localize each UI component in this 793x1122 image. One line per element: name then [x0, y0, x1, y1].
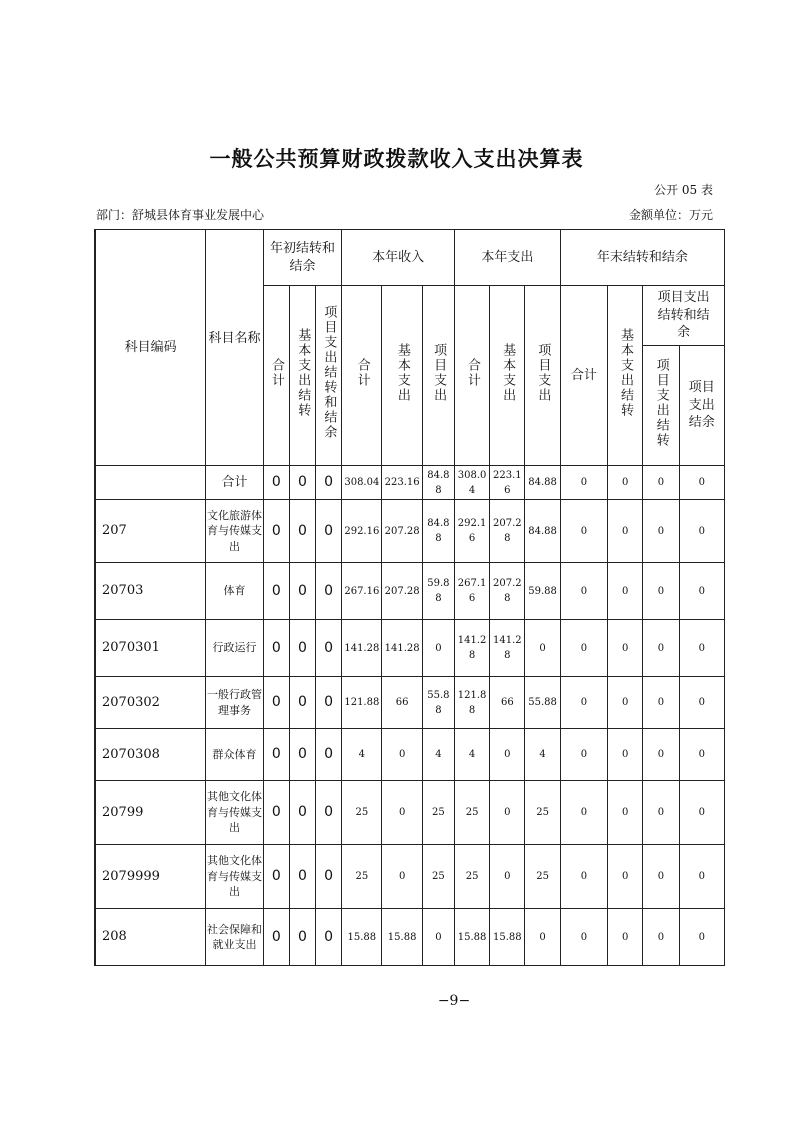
- value-cell-end-total: 0: [560, 909, 607, 966]
- value-cell-expense-total: 292.16: [454, 500, 489, 563]
- value-cell-end-total: 0: [560, 677, 607, 729]
- table-row: [95, 781, 725, 845]
- value-cell-begin-basic: 0: [289, 677, 315, 729]
- value-cell-income-total: 121.88: [342, 677, 382, 729]
- value-cell-begin-total: 0: [263, 781, 289, 845]
- header-income-group: 本年收入: [342, 230, 455, 286]
- value-cell-end-project-balance: 0: [679, 500, 724, 563]
- value-cell-begin-basic: 0: [289, 563, 315, 620]
- table-row: [95, 729, 725, 781]
- value-cell-income-total: 292.16: [342, 500, 382, 563]
- value-cell-begin-project: 0: [316, 845, 342, 909]
- value-cell-begin-project: 0: [316, 563, 342, 620]
- value-cell-begin-basic: 0: [289, 620, 315, 677]
- value-cell-expense-project: 55.88: [525, 677, 560, 729]
- header-end-group: 年末结转和结余: [560, 230, 724, 286]
- total-expense-project: 84.88: [525, 466, 560, 500]
- value-cell-expense-project: 25: [525, 845, 560, 909]
- table-row: [95, 563, 725, 620]
- header-name: 科目名称: [206, 230, 263, 466]
- form-number: 公开 05 表: [654, 183, 713, 197]
- value-cell-end-project-balance: 0: [679, 563, 724, 620]
- value-cell-end-project-balance: 0: [679, 781, 724, 845]
- value-cell-end-project-carry: 0: [643, 620, 679, 677]
- value-cell-expense-basic: 0: [490, 781, 525, 845]
- value-cell-end-basic: 0: [608, 845, 643, 909]
- value-cell-end-total: 0: [560, 729, 607, 781]
- total-income-basic: 223.16: [382, 466, 422, 500]
- header-begin-total: 合计: [263, 286, 289, 466]
- header-expense-project: 项目支出: [525, 286, 560, 466]
- subject-code-cell: 2070301: [95, 620, 206, 677]
- value-cell-begin-project: 0: [316, 729, 342, 781]
- value-cell-end-total: 0: [560, 781, 607, 845]
- value-cell-end-basic: 0: [608, 620, 643, 677]
- value-cell-income-total: 15.88: [342, 909, 382, 966]
- value-cell-expense-basic: 15.88: [490, 909, 525, 966]
- header-end-total: 合计: [560, 286, 607, 466]
- subject-code-cell: 208: [95, 909, 206, 966]
- subject-code-cell: 20703: [95, 563, 206, 620]
- value-cell-income-project: 4: [422, 729, 454, 781]
- header-income-project: 项目支出: [422, 286, 454, 466]
- header-end-project-carry: 项目支出结转: [643, 346, 679, 466]
- header-expense-group: 本年支出: [454, 230, 560, 286]
- value-cell-end-project-balance: 0: [679, 729, 724, 781]
- value-cell-income-project: 0: [422, 620, 454, 677]
- value-cell-begin-project: 0: [316, 620, 342, 677]
- value-cell-end-project-balance: 0: [679, 620, 724, 677]
- amount-unit-label: 金额单位：万元: [628, 208, 713, 222]
- value-cell-begin-basic: 0: [289, 909, 315, 966]
- subject-code-cell: 2070302: [95, 677, 206, 729]
- value-cell-end-total: 0: [560, 563, 607, 620]
- value-cell-expense-total: 121.88: [454, 677, 489, 729]
- value-cell-income-total: 267.16: [342, 563, 382, 620]
- value-cell-end-project-balance: 0: [679, 677, 724, 729]
- value-cell-begin-basic: 0: [289, 845, 315, 909]
- value-cell-end-total: 0: [560, 620, 607, 677]
- value-cell-income-basic: 0: [382, 729, 422, 781]
- total-end-project-balance: 0: [679, 466, 724, 500]
- header-begin-basic: 基本支出结转: [289, 286, 315, 466]
- value-cell-expense-project: 84.88: [525, 500, 560, 563]
- value-cell-begin-project: 0: [316, 781, 342, 845]
- value-cell-expense-basic: 0: [490, 845, 525, 909]
- page-title: 一般公共预算财政拨款收入支出决算表: [209, 146, 584, 171]
- department-label: 部门：舒城县体育事业发展中心: [96, 208, 265, 222]
- value-cell-income-basic: 66: [382, 677, 422, 729]
- subject-code-cell: 2070308: [95, 729, 206, 781]
- header-code: 科目编码: [95, 230, 206, 466]
- value-cell-begin-basic: 0: [289, 729, 315, 781]
- table-row: [95, 909, 725, 966]
- header-expense-basic: 基本支出: [490, 286, 525, 466]
- value-cell-expense-project: 25: [525, 781, 560, 845]
- value-cell-begin-total: 0: [263, 677, 289, 729]
- table-row: [95, 845, 725, 909]
- value-cell-begin-total: 0: [263, 563, 289, 620]
- subject-code-cell: 207: [95, 500, 206, 563]
- value-cell-income-project: 0: [422, 909, 454, 966]
- value-cell-expense-basic: 207.28: [490, 563, 525, 620]
- header-income-total: 合计: [342, 286, 382, 466]
- total-end-total: 0: [560, 466, 607, 500]
- subject-code-cell: 20799: [95, 781, 206, 845]
- value-cell-income-project: 25: [422, 781, 454, 845]
- total-income-project: 84.88: [422, 466, 454, 500]
- value-cell-begin-total: 0: [263, 729, 289, 781]
- value-cell-begin-total: 0: [263, 909, 289, 966]
- value-cell-begin-project: 0: [316, 500, 342, 563]
- value-cell-end-project-carry: 0: [643, 781, 679, 845]
- subject-name-cell: 一般行政管理事务: [206, 677, 263, 729]
- value-cell-expense-total: 25: [454, 781, 489, 845]
- subject-name-cell: 行政运行: [206, 620, 263, 677]
- value-cell-income-project: 84.88: [422, 500, 454, 563]
- value-cell-income-total: 25: [342, 845, 382, 909]
- page-number: −9−: [437, 993, 471, 1009]
- value-cell-end-total: 0: [560, 500, 607, 563]
- value-cell-expense-basic: 0: [490, 729, 525, 781]
- value-cell-income-basic: 207.28: [382, 500, 422, 563]
- subject-code-cell: 2079999: [95, 845, 206, 909]
- value-cell-expense-basic: 141.28: [490, 620, 525, 677]
- value-cell-income-project: 25: [422, 845, 454, 909]
- value-cell-expense-project: 0: [525, 909, 560, 966]
- value-cell-begin-project: 0: [316, 677, 342, 729]
- value-cell-expense-total: 25: [454, 845, 489, 909]
- value-cell-end-project-carry: 0: [643, 909, 679, 966]
- value-cell-expense-basic: 207.28: [490, 500, 525, 563]
- value-cell-end-basic: 0: [608, 781, 643, 845]
- total-label: 合计: [206, 466, 263, 500]
- header-end-project-balance: 项目支出结余: [679, 346, 724, 466]
- value-cell-income-total: 25: [342, 781, 382, 845]
- value-cell-expense-total: 267.16: [454, 563, 489, 620]
- value-cell-begin-total: 0: [263, 620, 289, 677]
- value-cell-end-basic: 0: [608, 909, 643, 966]
- subject-name-cell: 文化旅游体育与传媒支出: [206, 500, 263, 563]
- header-expense-total: 合计: [454, 286, 489, 466]
- total-end-basic: 0: [608, 466, 643, 500]
- budget-table: [94, 229, 725, 966]
- value-cell-begin-total: 0: [263, 845, 289, 909]
- value-cell-end-project-carry: 0: [643, 563, 679, 620]
- value-cell-income-total: 141.28: [342, 620, 382, 677]
- total-income-total: 308.04: [342, 466, 382, 500]
- value-cell-end-project-carry: 0: [643, 729, 679, 781]
- value-cell-end-project-carry: 0: [643, 500, 679, 563]
- subject-name-cell: 体育: [206, 563, 263, 620]
- value-cell-end-project-balance: 0: [679, 909, 724, 966]
- value-cell-expense-total: 15.88: [454, 909, 489, 966]
- table-row: [95, 620, 725, 677]
- header-begin-project: 项目支出结转和结余: [316, 286, 342, 466]
- value-cell-expense-project: 4: [525, 729, 560, 781]
- table-row-total: [95, 466, 725, 500]
- value-cell-end-project-carry: 0: [643, 677, 679, 729]
- table-row: [95, 677, 725, 729]
- total-begin-total: 0: [263, 466, 289, 500]
- value-cell-end-project-balance: 0: [679, 845, 724, 909]
- value-cell-expense-total: 4: [454, 729, 489, 781]
- value-cell-begin-project: 0: [316, 909, 342, 966]
- header-end-basic: 基本支出结转: [608, 286, 643, 466]
- value-cell-expense-project: 59.88: [525, 563, 560, 620]
- value-cell-end-basic: 0: [608, 729, 643, 781]
- total-end-project-carry: 0: [643, 466, 679, 500]
- value-cell-income-total: 4: [342, 729, 382, 781]
- value-cell-end-basic: 0: [608, 677, 643, 729]
- value-cell-income-basic: 0: [382, 845, 422, 909]
- value-cell-income-basic: 15.88: [382, 909, 422, 966]
- value-cell-expense-basic: 66: [490, 677, 525, 729]
- value-cell-expense-project: 0: [525, 620, 560, 677]
- value-cell-income-basic: 207.28: [382, 563, 422, 620]
- header-income-basic: 基本支出: [382, 286, 422, 466]
- subject-name-cell: 其他文化体育与传媒支出: [206, 845, 263, 909]
- total-begin-basic: 0: [289, 466, 315, 500]
- value-cell-begin-total: 0: [263, 500, 289, 563]
- total-code-cell: [95, 466, 206, 500]
- table-row: [95, 500, 725, 563]
- header-end-project-group: 项目支出结转和结余: [643, 286, 725, 346]
- value-cell-income-basic: 141.28: [382, 620, 422, 677]
- value-cell-income-project: 55.88: [422, 677, 454, 729]
- value-cell-end-total: 0: [560, 845, 607, 909]
- subject-name-cell: 群众体育: [206, 729, 263, 781]
- value-cell-income-project: 59.88: [422, 563, 454, 620]
- header-begin-group: 年初结转和结余: [263, 230, 342, 286]
- total-expense-total: 308.04: [454, 466, 489, 500]
- subject-name-cell: 社会保障和就业支出: [206, 909, 263, 966]
- subject-name-cell: 其他文化体育与传媒支出: [206, 781, 263, 845]
- value-cell-end-project-carry: 0: [643, 845, 679, 909]
- value-cell-end-basic: 0: [608, 500, 643, 563]
- value-cell-end-basic: 0: [608, 563, 643, 620]
- value-cell-begin-basic: 0: [289, 500, 315, 563]
- value-cell-begin-basic: 0: [289, 781, 315, 845]
- total-expense-basic: 223.16: [490, 466, 525, 500]
- total-begin-project: 0: [316, 466, 342, 500]
- value-cell-income-basic: 0: [382, 781, 422, 845]
- value-cell-expense-total: 141.28: [454, 620, 489, 677]
